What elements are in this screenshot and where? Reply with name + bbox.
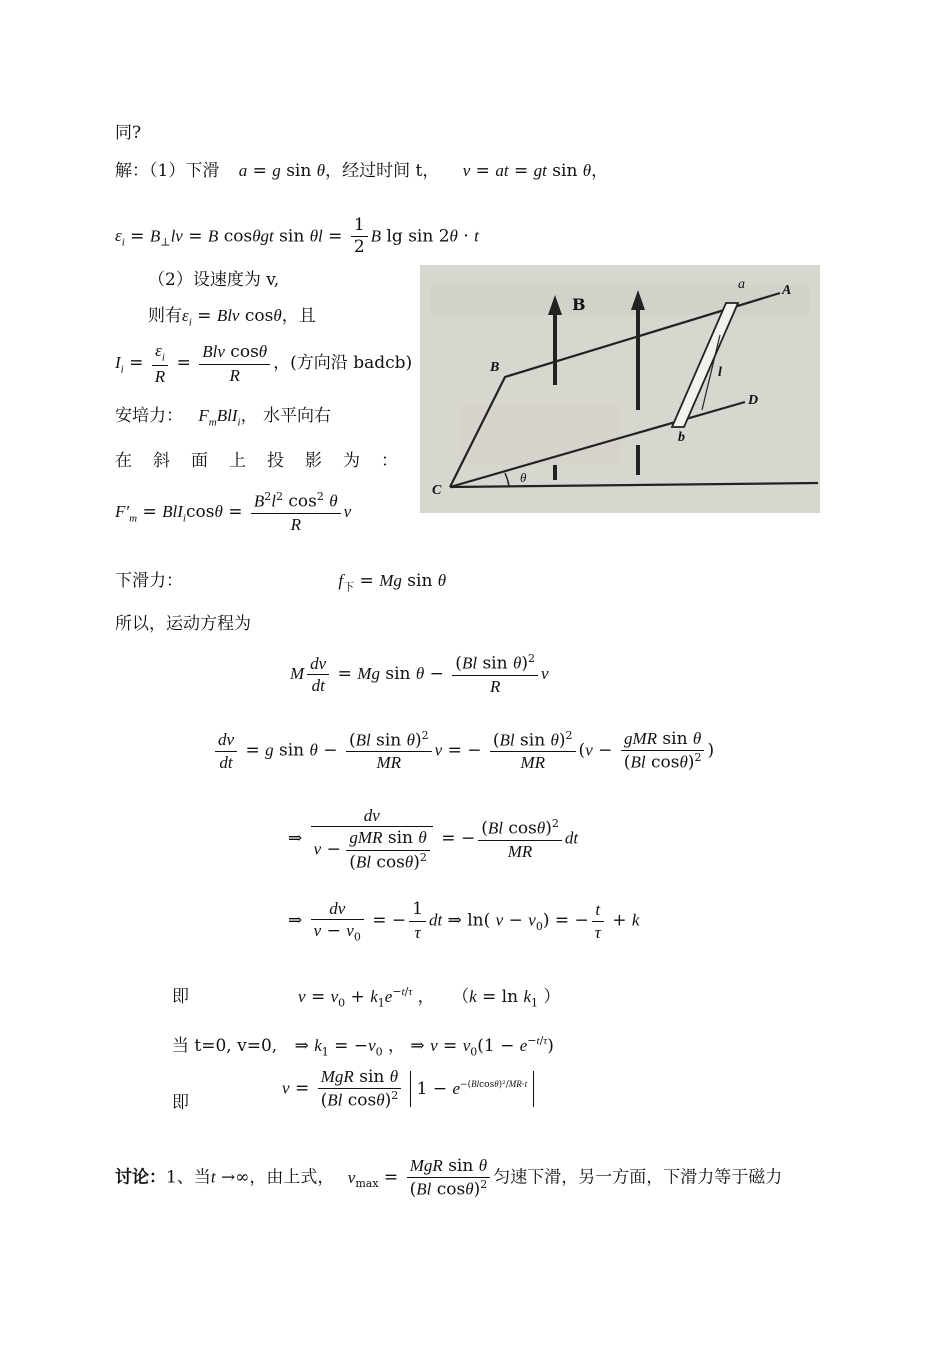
- char: 面: [191, 451, 208, 471]
- equation-5: $v = v_0 + k_1e^{-t/\tau}$ ， （$k = \ln k_1$ ）: [298, 985, 561, 1010]
- text-line: 当 t=0, v=0, ⇒ $k_1 = -v_0$ ， ⇒ $v = v_0(1 - e^{-t/\tau})$: [172, 1034, 554, 1059]
- label-l: l: [718, 365, 722, 380]
- figure-svg: [420, 265, 820, 513]
- text: 下滑力：: [115, 571, 183, 591]
- label-a: a: [738, 277, 745, 292]
- discussion-line: 讨论：1、当t →∞，由上式， $v_{max}$ = $\frac{\text{MgR sin θ}}{(Bl \cos\theta)^2}$ 匀速下滑，另一方面，下滑力等于磁力: [115, 1156, 783, 1200]
- text-line-spread: [115, 446, 419, 471]
- formula-projection: $F'_m = BlI_i\cos\theta$ = $\frac{B^2l^2 \cos^2 \theta}{R}$ v: [115, 490, 352, 534]
- text-line: 即: [172, 1093, 189, 1113]
- equation-6: v = $\frac{\text{MgR sin θ}}{(Bl \cos\theta)^2}$ $1 - e^{-(Blcos\theta)^2/MR\cdot t}$: [282, 1066, 534, 1112]
- solution-line-1: 解：（1）下滑 a = g sin θ，经过时间 t， v = at = gt sin θ，: [115, 161, 609, 181]
- equation-3: ⇒ dv v − $\frac{\text{gMR sin θ}}{(Bl \cos\theta)^2}$ = − $\frac{(Bl \cos\theta)^2}{MR}$ dt: [288, 806, 579, 873]
- label-B-field: B: [572, 295, 586, 314]
- equation-4: ⇒ $\frac{dv}{v - v_0}$ = − $\frac{1}{\tau}$ dt ⇒ ln( $v - v_0$) = − $\frac{t}{\tau}$ + k: [288, 899, 640, 944]
- equation-motion: M $\frac{dv}{dt}$ = Mg sin θ − $\frac{(Bl \sin \theta)^2}{R}$ v: [290, 652, 549, 696]
- text: 安培力：: [115, 406, 183, 426]
- text: 解：（1）下滑: [115, 161, 220, 181]
- figure-incline-diagram: [420, 265, 820, 513]
- text: 则有: [148, 306, 182, 326]
- text: ，且: [281, 306, 316, 326]
- formula-emf: $\varepsilon_i = B_\perp lv = B$ cosθgt sin θl = $\frac{1}{2}$ B lg sin 2θ · t: [115, 215, 479, 258]
- label-theta: θ: [520, 470, 527, 485]
- label-b: b: [678, 430, 685, 445]
- text: ，由上式，: [249, 1167, 335, 1188]
- text: 匀速下滑，另一方面，下滑力等于磁力: [493, 1167, 783, 1188]
- char: 斜: [153, 451, 170, 471]
- text: 讨论：: [115, 1167, 166, 1188]
- char: 在: [115, 451, 132, 471]
- char: 投: [267, 451, 284, 471]
- text: 当 t=0, v=0,: [172, 1036, 278, 1056]
- text-line: 同?: [115, 123, 142, 143]
- char: ：: [381, 451, 398, 471]
- text: ，经过时间 t，: [325, 161, 440, 181]
- char: 影: [305, 451, 322, 471]
- label-C: C: [432, 483, 442, 498]
- text-line: 所以，运动方程为: [115, 614, 251, 634]
- text: ， 水平向右: [240, 406, 331, 426]
- char: 上: [229, 451, 246, 471]
- text-line: 安培力： $F_mBlI_i$， 水平向右: [115, 406, 331, 429]
- label-A: A: [782, 283, 792, 298]
- text-line: 即: [172, 987, 189, 1007]
- text: 1、当: [166, 1167, 211, 1188]
- char: 为: [343, 451, 360, 471]
- text: ，(方向沿 badcb): [273, 353, 413, 374]
- text: （: [452, 987, 470, 1007]
- text-line: 下滑力： $f_下 = Mg$ sin θ: [115, 571, 447, 594]
- label-B: B: [490, 360, 500, 375]
- text: ，: [591, 161, 609, 181]
- equation-2: $\frac{dv}{dt}$ = g sin θ − $\frac{(Bl \sin \theta)^2}{MR}$ v = − $\frac{(Bl \sin \theta)^2}{MR}$ (v − $\frac{\text{gMR sin θ}}{(Bl \cos\theta)^2}$ ): [212, 728, 714, 774]
- label-D: D: [748, 393, 759, 408]
- text-line: 则有$\varepsilon_i$ = Blv cosθ，且: [148, 306, 316, 329]
- text-line: （2）设速度为 v,: [148, 270, 280, 290]
- formula-current: $I_i$ = $\frac{\varepsilon_i}{R}$ = $\frac{\text{Blv cosθ}}{R}$ ，(方向沿 badcb): [115, 341, 413, 387]
